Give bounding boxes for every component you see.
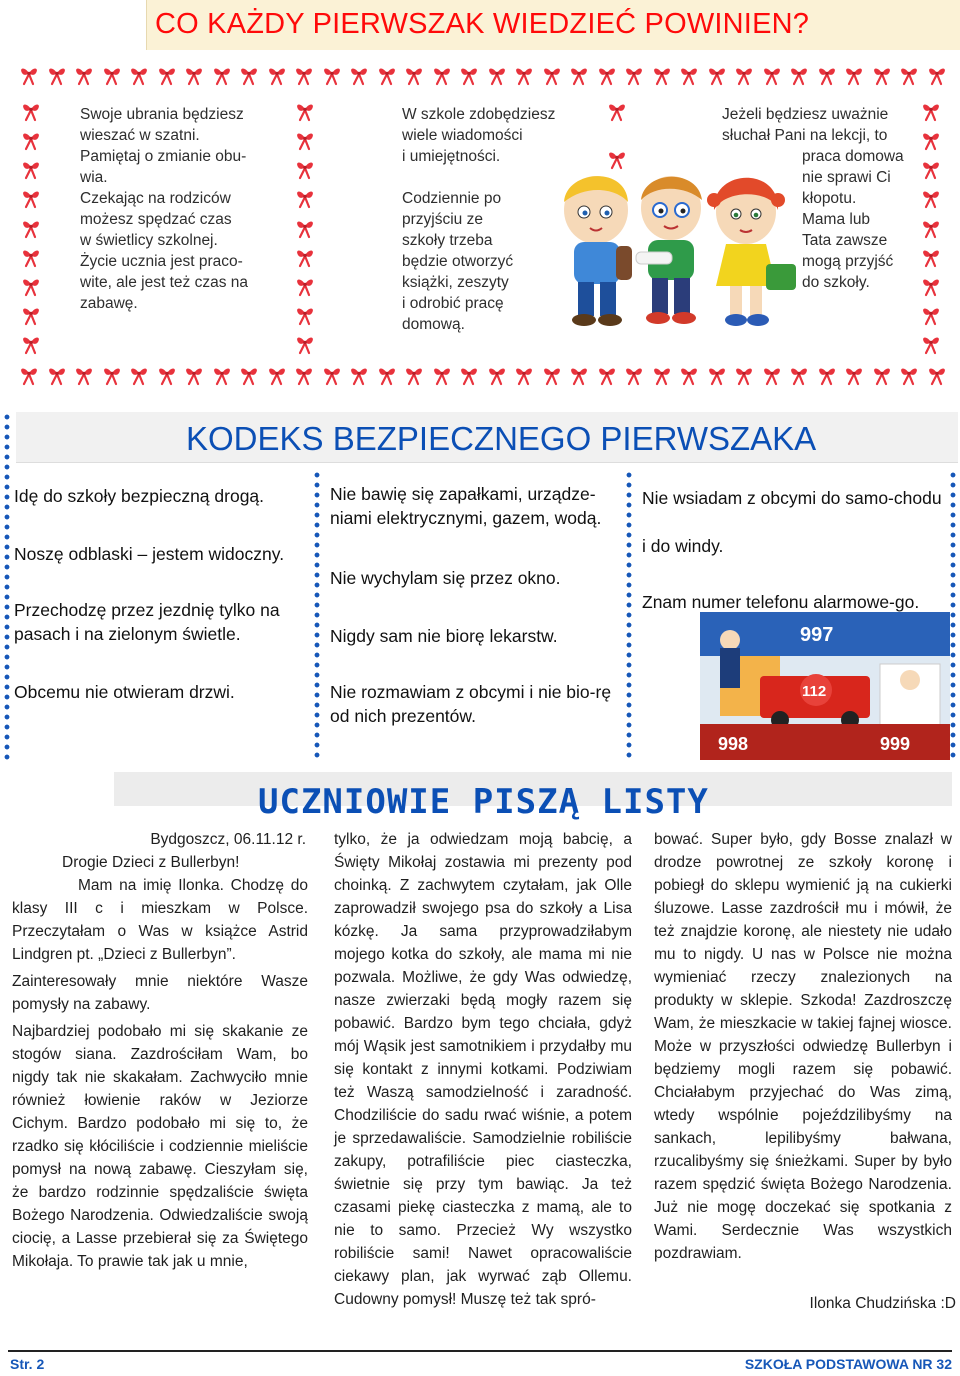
ribbon-icon (20, 333, 42, 355)
tip-line: będzie otworzyć (402, 253, 514, 270)
ribbon-icon (156, 364, 178, 386)
ribbon-icon (706, 364, 728, 386)
tip-line: wiele wiadomości (402, 127, 523, 144)
ribbon-icon (733, 64, 755, 86)
ribbon-icon (293, 64, 315, 86)
ribbon-icon (871, 364, 893, 386)
number-997: 997 (800, 624, 834, 646)
ribbon-icon (651, 364, 673, 386)
tip-line: możesz spędzać czas (80, 211, 232, 228)
ribbon-icon (920, 187, 942, 209)
ribbon-icon (926, 64, 948, 86)
footer-divider (8, 1350, 952, 1352)
ribbon-icon (294, 129, 316, 151)
ribbon-icon (816, 64, 838, 86)
tip-line: i odrobić pracę (402, 295, 504, 312)
tip-line: i umiejętności. (402, 148, 501, 165)
ribbon-icon (238, 64, 260, 86)
page-title: CO KAŻDY PIERWSZAK WIEDZIEĆ POWINIEN? (155, 8, 810, 40)
ribbon-icon (513, 364, 535, 386)
ribbon-border-left (20, 100, 42, 355)
ribbon-icon (321, 64, 343, 86)
dotted-border-right (950, 470, 956, 762)
letter-paragraph: Zainteresowały mnie niektóre Wasze pomysły na zabawy. (12, 973, 308, 1013)
kodeks-header (16, 412, 958, 463)
ribbon-icon (403, 364, 425, 386)
emergency-numbers-illustration (700, 612, 950, 760)
ribbon-icon (606, 100, 628, 122)
letters-title: UCZNIOWIE PISZĄ LISTY (258, 782, 709, 822)
ribbon-icon (20, 187, 42, 209)
ribbon-icon (20, 100, 42, 122)
footer-page-number: Str. 2 (10, 1356, 45, 1372)
tip-line: nie sprawi Ci (802, 169, 891, 186)
ribbon-icon (73, 64, 95, 86)
ribbon-icon (920, 217, 942, 239)
ribbon-icon (486, 64, 508, 86)
tip-line: książki, zeszyty (402, 274, 509, 291)
kodeks-rule: i do windy. (642, 536, 724, 556)
tips-column-1 (80, 104, 290, 314)
tip-line: Czekając na rodziców (80, 190, 231, 207)
tip-line: wia. (80, 169, 108, 186)
tip-line: Pamiętaj o zmianie obu- (80, 148, 247, 165)
kodeks-rule: Nie bawię się zapałkami, urządze-niami elektrycznymi, gazem, wodą. (330, 484, 602, 528)
tip-line: Codziennie po (402, 190, 502, 207)
tip-line: szkoły trzeba (402, 232, 493, 249)
ribbon-icon (568, 64, 590, 86)
ribbon-border-bottom (18, 360, 948, 390)
ribbon-icon (101, 364, 123, 386)
ribbon-icon (920, 158, 942, 180)
tip-line: Jeżeli będziesz uważnie (722, 106, 889, 123)
ribbon-icon (20, 275, 42, 297)
ribbon-icon (294, 304, 316, 326)
ribbon-icon (568, 364, 590, 386)
ribbon-icon (403, 64, 425, 86)
letter-greeting: Drogie Dzieci z Bullerbyn! (62, 854, 240, 871)
tips-column-3-right (802, 146, 922, 293)
ribbon-icon (431, 64, 453, 86)
letter-signature: Ilonka Chudzińska :D (809, 1295, 956, 1312)
ribbon-icon (541, 64, 563, 86)
ribbon-icon (20, 158, 42, 180)
ribbon-icon (761, 364, 783, 386)
tip-line: Życie ucznia jest praco- (80, 253, 243, 270)
ribbon-icon (513, 64, 535, 86)
ribbon-icon (348, 364, 370, 386)
ribbon-icon (156, 64, 178, 86)
number-112: 112 (802, 683, 827, 700)
kodeks-rule: Nie rozmawiam z obcymi i nie bio-rę od nich prezentów. (330, 682, 612, 726)
ribbon-icon (101, 64, 123, 86)
ribbon-icon (73, 364, 95, 386)
tip-line: zabawę. (80, 295, 138, 312)
ribbon-icon (294, 158, 316, 180)
page-title-box (146, 0, 960, 50)
ribbon-icon (294, 275, 316, 297)
tip-line: wieszać w szatni. (80, 127, 200, 144)
dotted-border-mid1 (314, 470, 320, 762)
school-kids-illustration (536, 160, 802, 340)
ribbon-icon (920, 275, 942, 297)
kodeks-rule: Nigdy sam nie biorę lekarstw. (330, 626, 558, 646)
ribbon-icon (920, 246, 942, 268)
tip-line: domową. (402, 316, 465, 333)
ribbon-icon (321, 364, 343, 386)
letter-paragraph: Mam na imię Ilonka. Chodzę do klasy III c i mieszkam w Polsce. Przeczytałam o Was w książce Astrid Lindgren pt. „Dzieci z Bullerbyn”. (12, 877, 308, 963)
ribbon-icon (238, 364, 260, 386)
kodeks-rule: Nie wychylam się przez okno. (330, 568, 561, 588)
ribbon-icon (733, 364, 755, 386)
ribbon-icon (541, 364, 563, 386)
ribbon-icon (843, 364, 865, 386)
ribbon-icon (128, 364, 150, 386)
ribbon-icon (211, 64, 233, 86)
ribbon-icon (920, 333, 942, 355)
ribbon-icon (46, 64, 68, 86)
letter-column-2: tylko, że ja odwiedzam moją babcię, a Święty Mikołaj zostawia mi prezenty pod choinką. Z zachwytem czytałam, jak Olle zaprowadził swojego psa do szkoły a Lisa kózkę. Ja sama przyprowadziłabym mojego kotka do szkoły, ale mama mi nie pozwala. Możliwe, że gdy Was odwiedzę, nasze zwierzaki będą mogły razem się pobawić. Bardzo bym tego chciała, gdyż mój Wąsik jest samotnikiem i przydałby mu się kontakt z innymi kotkami. Podziwiam też Waszą samodzielność i zaradność. Chodziliście do sadu rwać wiśnie, a potem je sprzedawaliście. Samodzielnie robiliście zakupy, potrafiliście piec ciasteczka, świetnie się przy tym bawiąc. Ja też czasami piekę ciasteczka z mamą, ale to nie to samo. Przecież Wy wszystko robiliście sami! Nawet opracowaliście ciekawy plan, jak wyrwać ząb Ollemu. Cudowny pomysł! Muszę też tak spró- (334, 831, 632, 1308)
ribbon-icon (816, 364, 838, 386)
letter-column-1 (12, 828, 308, 1273)
ribbon-icon (623, 364, 645, 386)
kodeks-rule: Przechodzę przez jezdnię tylko na pasach i na zielonym świetle. (14, 600, 280, 644)
ribbon-icon (458, 364, 480, 386)
ribbon-icon (920, 129, 942, 151)
ribbon-icon (788, 364, 810, 386)
ribbon-icon (211, 364, 233, 386)
ribbon-icon (920, 304, 942, 326)
ribbon-icon (20, 217, 42, 239)
ribbon-icon (266, 64, 288, 86)
ribbon-icon (898, 364, 920, 386)
dotted-border-mid2 (626, 470, 632, 762)
tip-line: Tata zawsze (802, 232, 888, 249)
ribbon-icon (623, 64, 645, 86)
ribbon-icon (458, 64, 480, 86)
kodeks-rule: Obcemu nie otwieram drzwi. (14, 682, 235, 702)
ribbon-icon (348, 64, 370, 86)
tip-line: mogą przyjść (802, 253, 894, 270)
ribbon-icon (871, 64, 893, 86)
ribbon-icon (678, 64, 700, 86)
footer-school-name: SZKOŁA PODSTAWOWA NR 32 (744, 1356, 952, 1372)
ribbon-icon (898, 64, 920, 86)
ribbon-icon (128, 64, 150, 86)
ribbon-icon (46, 364, 68, 386)
kodeks-rule: Znam numer telefonu alarmowe-go. (642, 592, 920, 612)
ribbon-icon (920, 100, 942, 122)
ribbon-icon (843, 64, 865, 86)
tip-line: Swoje ubrania będziesz (80, 106, 244, 123)
ribbon-icon (761, 64, 783, 86)
ribbon-icon (183, 64, 205, 86)
ribbon-icon (294, 187, 316, 209)
ribbon-icon (20, 246, 42, 268)
letter-column-3: bować. Super było, gdy Bosse znalazł w drodze powrotnej ze szkoły koronę i pobiegł do sklepu wymienić ją na cukierki śluzowe. Lasse zazdrościł mu i mówił, że też znajdzie koronę, ale niestety nie udało mu to nigdy. U nas w Polsce nie można wymieniać rzeczy znalezionych na produkty w sklepie. Szkoda! Zazdroszczę Wam, że mieszkacie w takiej fajnej wiosce. Może w przyszłości odwiedzę Bullerbyn i będziemy mogli razem się pobawić. Chciałabym przyjechać do Was zimą, wtedy wspólnie pojeździlibyśmy na sankach, lepilibyśmy bałwana, rzucalibyśmy się śnieżkami. Super by było razem spędzić święta Bożego Narodzenia. Już nie mogę doczekać się spotkania z Wami. Serdecznie Was wszystkich pozdrawiam. (654, 831, 952, 1262)
ribbon-icon (294, 217, 316, 239)
ribbon-border-mid1 (294, 100, 316, 355)
tip-line: kłopotu. (802, 190, 857, 207)
tip-line: w świetlicy szkolnej. (80, 232, 218, 249)
tip-line: praca domowa (802, 148, 904, 165)
number-999: 999 (880, 734, 911, 754)
ribbon-border-top (18, 60, 948, 90)
ribbon-icon (788, 64, 810, 86)
tip-line: W szkole zdobędziesz (402, 106, 556, 123)
tip-line: Mama lub (802, 211, 871, 228)
tip-line: do szkoły. (802, 274, 870, 291)
ribbon-icon (596, 64, 618, 86)
ribbon-icon (20, 304, 42, 326)
tip-line: słuchał Pani na lekcji, to (722, 127, 888, 144)
number-998: 998 (718, 734, 749, 754)
ribbon-icon (183, 364, 205, 386)
ribbon-icon (18, 64, 40, 86)
ribbon-icon (678, 364, 700, 386)
ribbon-icon (266, 364, 288, 386)
ribbon-icon (596, 364, 618, 386)
kodeks-title: KODEKS BEZPIECZNEGO PIERWSZAKA (186, 420, 817, 457)
ribbon-icon (376, 64, 398, 86)
tip-line: przyjściu ze (402, 211, 483, 228)
kodeks-rule: Idę do szkoły bezpieczną drogą. (14, 486, 265, 506)
ribbon-icon (18, 364, 40, 386)
ribbon-icon (926, 364, 948, 386)
letter-paragraph: Najbardziej podobało mi się skakanie ze stogów siana. Zazdrościłam Wam, bo nigdy tak nie skakałam. Zachwyciło mnie również łowienie raków w Jeziorze Cichym. Bardzo podobało mi się to, że rzadko się kłóciliście i codziennie mieliście pomysł na nową zabawę. Cieszyłam się, że bardzo rodzinnie spędzaliście święta Bożego Narodzenia. Odwiedzaliście swoją ciocię, a Lasse przebierał się za Świętego Mikołaja. To prawie tak jak u mnie, (12, 1023, 308, 1270)
ribbon-icon (376, 364, 398, 386)
ribbon-icon (20, 129, 42, 151)
ribbon-icon (294, 246, 316, 268)
ribbon-icon (486, 364, 508, 386)
kodeks-rule: Nie wsiadam z obcymi do samo-chodu (642, 488, 942, 508)
ribbon-icon (294, 100, 316, 122)
ribbon-icon (293, 364, 315, 386)
kodeks-rule: Noszę odblaski – jestem widoczny. (14, 544, 285, 564)
ribbon-icon (431, 364, 453, 386)
ribbon-icon (294, 333, 316, 355)
letter-place-date: Bydgoszcz, 06.11.12 r. (150, 831, 306, 848)
tips-column-3-top (722, 104, 922, 146)
ribbon-border-right (920, 100, 942, 355)
ribbon-icon (651, 64, 673, 86)
tip-line: wite, ale jest też czas na (80, 274, 248, 291)
dotted-border-left (4, 412, 10, 762)
ribbon-icon (706, 64, 728, 86)
